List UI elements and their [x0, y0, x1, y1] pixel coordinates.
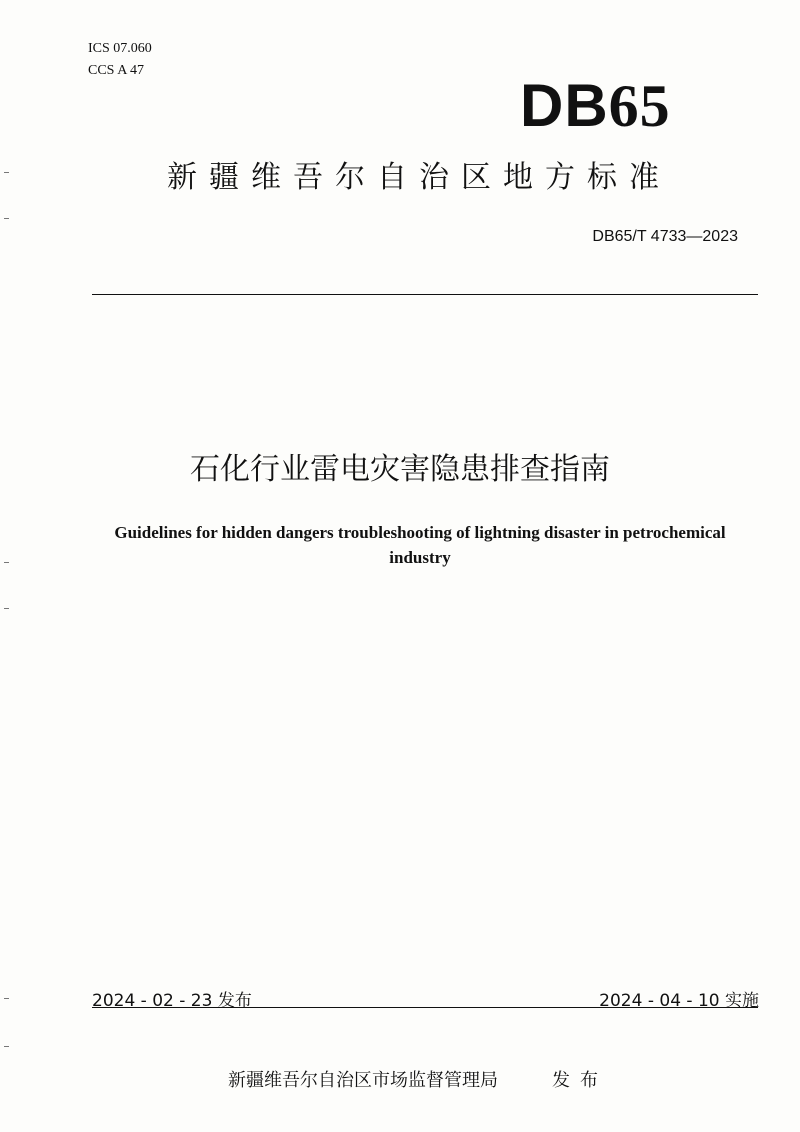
document-title-chinese: 石化行业雷电灾害隐患排查指南 [190, 452, 610, 487]
ccs-code: CCS A 47 [88, 63, 145, 78]
issuing-authority: 新疆维吾尔自治区市场监督管理局 [228, 1070, 498, 1091]
scan-margin-mark [4, 218, 9, 219]
issue-label: 发布 [552, 1070, 608, 1091]
top-divider [92, 294, 758, 295]
logo-number: 65 [608, 73, 671, 139]
scan-margin-mark [4, 172, 9, 173]
publish-date: 2024 - 02 - 23 发布 [92, 991, 252, 1011]
scan-margin-mark [4, 998, 9, 999]
db65-logo [520, 74, 720, 138]
document-title-english: Guidelines for hidden dangers troubleshooting of lightning disaster in petrochemical industry [114, 523, 726, 567]
ics-code: ICS 07.060 [88, 41, 152, 56]
logo-letters: DB [520, 72, 609, 139]
standard-number: DB65/T 4733—2023 [592, 228, 738, 245]
effective-date: 2024 - 04 - 10 实施 [599, 991, 759, 1011]
classification-codes [88, 38, 152, 82]
scan-margin-mark [4, 608, 9, 609]
scan-margin-mark [4, 562, 9, 563]
bottom-divider [92, 1007, 758, 1008]
scan-margin-mark [4, 1046, 9, 1047]
standard-title: 新疆维吾尔自治区地方标准 [167, 160, 671, 195]
